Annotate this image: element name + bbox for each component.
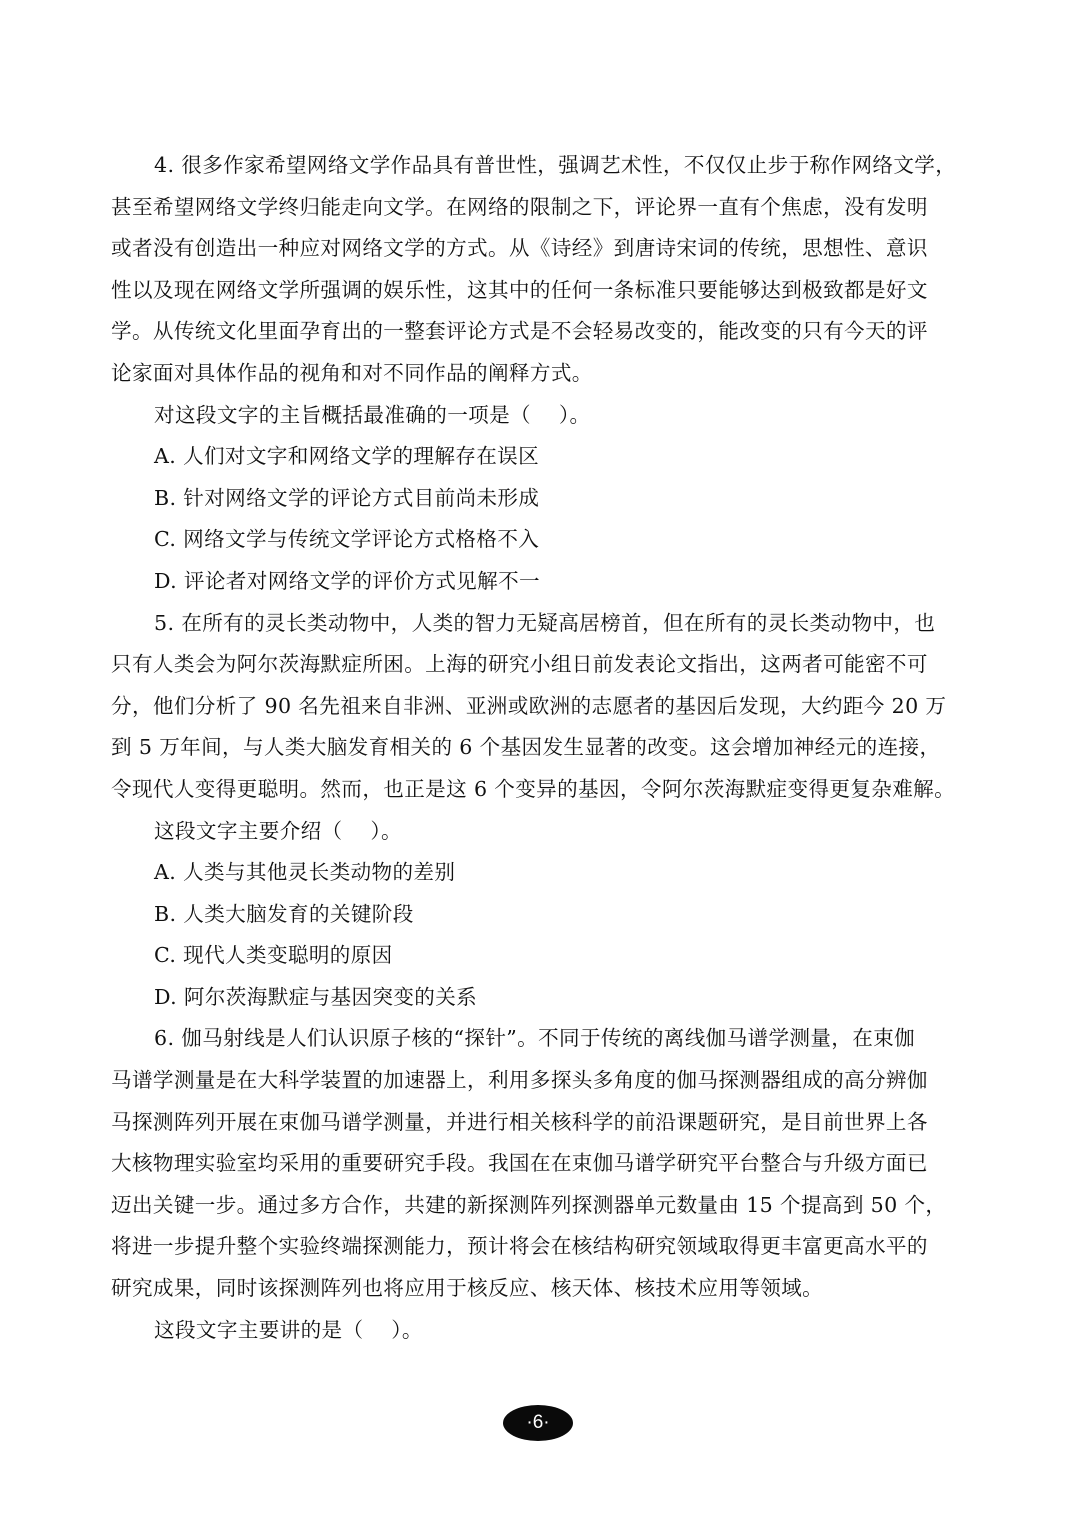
- passage-line: 令现代人变得更聪明。然而，也正是这 6 个变异的基因，令阿尔茨海默症变得更复杂难解。: [111, 776, 956, 801]
- passage-line: 迈出关键一步。通过多方合作，共建的新探测阵列探测器单元数量由 15 个提高到 50 个，: [111, 1192, 947, 1217]
- passage-line: 大核物理实验室均采用的重要研究手段。我国在在束伽马谱学研究平台整合与升级方面已: [111, 1151, 928, 1176]
- passage-line: 马探测阵列开展在束伽马谱学测量，并进行相关核科学的前沿课题研究，是目前世界上各: [111, 1109, 928, 1134]
- passage-line: 马谱学测量是在大科学装置的加速器上，利用多探头多角度的伽马探测器组成的高分辨伽: [111, 1068, 928, 1093]
- passage-line: 性以及现在网络文学所强调的娱乐性，这其中的任何一条标准只要能够达到极致都是好文: [111, 277, 928, 302]
- passage-line: 到 5 万年间，与人类大脑发育相关的 6 个基因发生显著的改变。这会增加神经元的连接，: [111, 735, 941, 760]
- question-4: [111, 145, 967, 603]
- passage-line: 研究成果，同时该探测阵列也将应用于核反应、核天体、核技术应用等领域。: [111, 1276, 824, 1301]
- question-6: [111, 1018, 967, 1351]
- page-number-badge: ·6·: [503, 1405, 573, 1441]
- passage-line: 论家面对具体作品的视角和对不同作品的阐释方式。: [111, 360, 593, 385]
- option-c: C. 网络文学与传统文学评论方式格格不入: [154, 527, 540, 552]
- option-b: B. 针对网络文学的评论方式目前尚未形成: [154, 485, 540, 510]
- passage-line: 或者没有创造出一种应对网络文学的方式。从《诗经》到唐诗宋词的传统，思想性、意识: [111, 236, 928, 261]
- question-prompt: 这段文字主要介绍（ ）。: [154, 818, 402, 843]
- passage-line: 将进一步提升整个实验终端探测能力，预计将会在核结构研究领域取得更丰富更高水平的: [111, 1234, 928, 1259]
- option-a: A. 人类与其他灵长类动物的差别: [154, 860, 456, 885]
- passage-line: 只有人类会为阿尔茨海默症所困。上海的研究小组日前发表论文指出，这两者可能密不可: [111, 652, 928, 677]
- question-prompt: 这段文字主要讲的是（ ）。: [154, 1317, 423, 1342]
- option-a: A. 人们对文字和网络文学的理解存在误区: [154, 444, 540, 469]
- option-c: C. 现代人类变聪明的原因: [154, 943, 393, 968]
- passage-line: 甚至希望网络文学终归能走向文学。在网络的限制之下，评论界一直有个焦虑，没有发明: [111, 194, 928, 219]
- passage-line: 6. 伽马射线是人们认识原子核的“探针”。不同于传统的离线伽马谱学测量，在束伽: [154, 1026, 916, 1051]
- document-page: [111, 145, 967, 1351]
- question-prompt: 对这段文字的主旨概括最准确的一项是（ ）。: [154, 402, 591, 427]
- question-5: [111, 603, 967, 1019]
- passage-line: 学。从传统文化里面孕育出的一整套评论方式是不会轻易改变的，能改变的只有今天的评: [111, 319, 928, 344]
- option-d: D. 阿尔茨海默症与基因突变的关系: [154, 984, 478, 1009]
- passage-line: 4. 很多作家希望网络文学作品具有普世性，强调艺术性，不仅仅止步于称作网络文学，: [154, 153, 957, 177]
- passage-line: 分，他们分析了 90 名先祖来自非洲、亚洲或欧洲的志愿者的基因后发现，大约距今 20 万: [111, 693, 947, 718]
- passage-line: 5. 在所有的灵长类动物中，人类的智力无疑高居榜首，但在所有的灵长类动物中，也: [154, 610, 936, 635]
- option-b: B. 人类大脑发育的关键阶段: [154, 901, 414, 926]
- option-d: D. 评论者对网络文学的评价方式见解不一: [154, 568, 540, 593]
